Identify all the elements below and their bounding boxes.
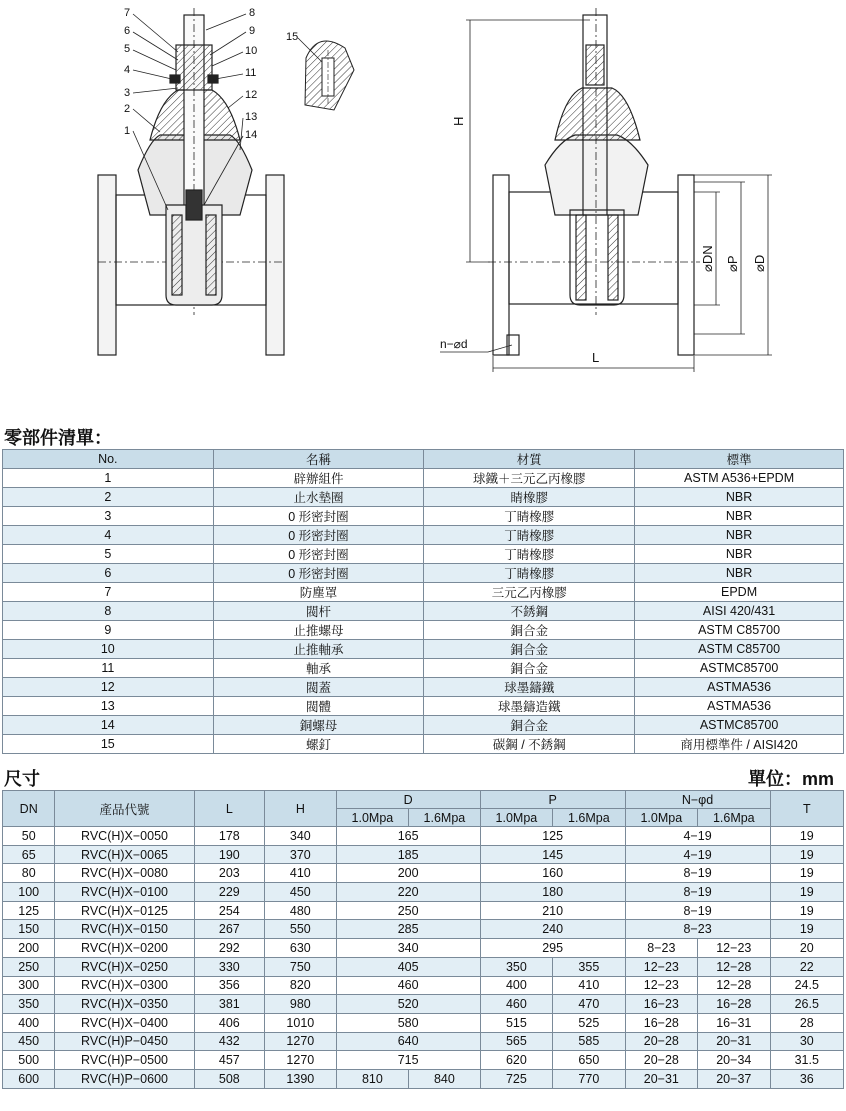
part-material: 丁睛橡膠	[424, 507, 635, 526]
d-cell: 185	[336, 845, 480, 864]
t-cell: 19	[770, 864, 843, 883]
dim-dn-label: ⌀DN	[700, 245, 715, 272]
product-code-cell: RVC(H)X−0125	[55, 901, 194, 920]
callout-5: 5	[124, 43, 131, 55]
header-n-16: 1.6Mpa	[698, 809, 770, 827]
table-row	[3, 827, 844, 846]
part-name: 止水墊圈	[213, 488, 424, 507]
dn-cell: 350	[3, 995, 55, 1014]
part-name: 止推軸承	[213, 640, 424, 659]
n-16-cell: 16−28	[698, 995, 770, 1014]
part-no: 14	[3, 716, 214, 735]
l-cell: 432	[194, 1032, 264, 1051]
table-row	[3, 469, 844, 488]
header-name: 名稱	[213, 450, 424, 469]
outline-view	[488, 8, 700, 355]
n-16-cell: 12−28	[698, 957, 770, 976]
t-cell: 19	[770, 827, 843, 846]
dn-cell: 80	[3, 864, 55, 883]
part-no: 12	[3, 678, 214, 697]
t-cell: 19	[770, 901, 843, 920]
part-no: 6	[3, 564, 214, 583]
l-cell: 330	[194, 957, 264, 976]
header-d-10: 1.0Mpa	[336, 809, 408, 827]
product-code-cell: RVC(H)X−0200	[55, 939, 194, 958]
part-no: 5	[3, 545, 214, 564]
parts-list-title: 零部件清單：	[4, 428, 112, 448]
n-cell: 8−19	[625, 864, 770, 883]
callout-11: 11	[245, 67, 257, 79]
part-no: 9	[3, 621, 214, 640]
table-row	[3, 621, 844, 640]
left-callouts	[124, 7, 130, 137]
right-callouts	[245, 7, 257, 141]
p-10-cell: 350	[480, 957, 552, 976]
dn-cell: 400	[3, 1013, 55, 1032]
part-material: 丁睛橡膠	[424, 564, 635, 583]
h-cell: 750	[264, 957, 336, 976]
callout-6: 6	[124, 25, 131, 37]
d-cell: 285	[336, 920, 480, 939]
part-standard: ASTMA536	[635, 697, 844, 716]
sectional-view	[98, 8, 284, 355]
part-name: 軸承	[213, 659, 424, 678]
n-10-cell: 20−31	[625, 1069, 697, 1088]
callout-7: 7	[124, 7, 131, 19]
h-cell: 1270	[264, 1051, 336, 1070]
d-cell: 580	[336, 1013, 480, 1032]
part-no: 8	[3, 602, 214, 621]
dims-header-row-1	[3, 791, 844, 809]
n-cell: 4−19	[625, 845, 770, 864]
parts-header-row	[3, 450, 844, 469]
p-16-cell: 525	[553, 1013, 625, 1032]
part-standard: ASTM C85700	[635, 621, 844, 640]
n-10-cell: 8−23	[625, 939, 697, 958]
t-cell: 19	[770, 845, 843, 864]
h-cell: 980	[264, 995, 336, 1014]
p-cell: 125	[480, 827, 625, 846]
p-16-cell: 585	[553, 1032, 625, 1051]
header-n-d: N−φd	[625, 791, 770, 809]
p-16-cell: 770	[553, 1069, 625, 1088]
l-cell: 254	[194, 901, 264, 920]
t-cell: 30	[770, 1032, 843, 1051]
header-dn: DN	[3, 791, 55, 827]
d-cell: 340	[336, 939, 480, 958]
h-cell: 1270	[264, 1032, 336, 1051]
product-code-cell: RVC(H)X−0080	[55, 864, 194, 883]
part-standard: EPDM	[635, 583, 844, 602]
l-cell: 406	[194, 1013, 264, 1032]
l-cell: 229	[194, 883, 264, 902]
n-10-cell: 16−28	[625, 1013, 697, 1032]
table-row	[3, 640, 844, 659]
p-16-cell: 410	[553, 976, 625, 995]
n-10-cell: 16−23	[625, 995, 697, 1014]
n-16-cell: 20−31	[698, 1032, 770, 1051]
table-row	[3, 864, 844, 883]
p-10-cell: 725	[480, 1069, 552, 1088]
l-cell: 178	[194, 827, 264, 846]
table-row	[3, 939, 844, 958]
header-product-code: 產品代號	[55, 791, 194, 827]
part-no: 10	[3, 640, 214, 659]
p-10-cell: 515	[480, 1013, 552, 1032]
callout-3: 3	[124, 87, 131, 99]
valve-drawing-svg	[0, 0, 846, 400]
header-p: P	[480, 791, 625, 809]
l-cell: 292	[194, 939, 264, 958]
dimensions-table-body	[3, 827, 844, 1089]
t-cell: 20	[770, 939, 843, 958]
table-row	[3, 1032, 844, 1051]
n-10-cell: 20−28	[625, 1051, 697, 1070]
dn-cell: 200	[3, 939, 55, 958]
part-name: 0 形密封圈	[213, 545, 424, 564]
d-cell: 640	[336, 1032, 480, 1051]
dim-n-label: n−⌀d	[440, 337, 468, 351]
product-code-cell: RVC(H)X−0400	[55, 1013, 194, 1032]
t-cell: 24.5	[770, 976, 843, 995]
dn-cell: 125	[3, 901, 55, 920]
table-row	[3, 678, 844, 697]
n-16-cell: 20−37	[698, 1069, 770, 1088]
part-standard: NBR	[635, 488, 844, 507]
product-code-cell: RVC(H)P−0600	[55, 1069, 194, 1088]
part-material: 銅合金	[424, 659, 635, 678]
part-material: 銅合金	[424, 621, 635, 640]
product-code-cell: RVC(H)X−0065	[55, 845, 194, 864]
callout-13: 13	[245, 111, 258, 123]
product-code-cell: RVC(H)P−0450	[55, 1032, 194, 1051]
product-code-cell: RVC(H)P−0500	[55, 1051, 194, 1070]
dim-p-label: ⌀P	[725, 255, 740, 272]
table-row	[3, 735, 844, 754]
part-standard: ASTMC85700	[635, 716, 844, 735]
callout-2: 2	[124, 103, 131, 115]
n-cell: 4−19	[625, 827, 770, 846]
part-material: 銅合金	[424, 640, 635, 659]
part-name: 閥杆	[213, 602, 424, 621]
t-cell: 26.5	[770, 995, 843, 1014]
dim-l-label: L	[592, 350, 600, 365]
d-10-cell: 810	[336, 1069, 408, 1088]
table-row	[3, 920, 844, 939]
t-cell: 19	[770, 883, 843, 902]
p-10-cell: 565	[480, 1032, 552, 1051]
p-16-cell: 355	[553, 957, 625, 976]
header-p-16: 1.6Mpa	[553, 809, 625, 827]
part-name: 止推螺母	[213, 621, 424, 640]
n-cell: 8−23	[625, 920, 770, 939]
part-name: 防塵罩	[213, 583, 424, 602]
table-row	[3, 995, 844, 1014]
dn-cell: 50	[3, 827, 55, 846]
header-d-16: 1.6Mpa	[409, 809, 481, 827]
table-row	[3, 1069, 844, 1088]
p-10-cell: 400	[480, 976, 552, 995]
part-standard: 商用標準件 / AISI420	[635, 735, 844, 754]
n-cell: 8−19	[625, 883, 770, 902]
h-cell: 1390	[264, 1069, 336, 1088]
d-cell: 520	[336, 995, 480, 1014]
l-cell: 457	[194, 1051, 264, 1070]
callout-12: 12	[245, 89, 258, 101]
dim-h-label: H	[451, 116, 466, 126]
t-cell: 22	[770, 957, 843, 976]
table-row	[3, 976, 844, 995]
h-cell: 630	[264, 939, 336, 958]
table-row	[3, 716, 844, 735]
unit-label: 單位：mm	[747, 769, 834, 789]
d-cell: 715	[336, 1051, 480, 1070]
l-cell: 203	[194, 864, 264, 883]
p-10-cell: 620	[480, 1051, 552, 1070]
callout-14: 14	[245, 129, 258, 141]
header-no: No.	[3, 450, 214, 469]
header-p-10: 1.0Mpa	[480, 809, 552, 827]
part-material: 球墨鑄鐵	[424, 678, 635, 697]
part-name: 0 形密封圈	[213, 526, 424, 545]
p-cell: 210	[480, 901, 625, 920]
part-material: 球鐵＋三元乙丙橡膠	[424, 469, 635, 488]
table-row	[3, 845, 844, 864]
part-material: 不銹鋼	[424, 602, 635, 621]
detail-view-15	[305, 41, 354, 110]
part-standard: NBR	[635, 507, 844, 526]
dn-cell: 150	[3, 920, 55, 939]
product-code-cell: RVC(H)X−0050	[55, 827, 194, 846]
callout-1: 1	[124, 125, 131, 137]
dimensions-title: 尺寸	[4, 769, 40, 789]
n-16-cell: 16−31	[698, 1013, 770, 1032]
d-cell: 405	[336, 957, 480, 976]
part-name: 螺釘	[213, 735, 424, 754]
table-row	[3, 507, 844, 526]
t-cell: 28	[770, 1013, 843, 1032]
h-cell: 1010	[264, 1013, 336, 1032]
l-cell: 356	[194, 976, 264, 995]
dn-cell: 65	[3, 845, 55, 864]
callout-4: 4	[124, 64, 131, 76]
part-standard: ASTM C85700	[635, 640, 844, 659]
table-row	[3, 564, 844, 583]
d-cell: 165	[336, 827, 480, 846]
part-material: 睛橡膠	[424, 488, 635, 507]
h-cell: 450	[264, 883, 336, 902]
dn-cell: 100	[3, 883, 55, 902]
product-code-cell: RVC(H)X−0150	[55, 920, 194, 939]
callout-15: 15	[286, 31, 299, 43]
part-material: 丁睛橡膠	[424, 526, 635, 545]
h-cell: 480	[264, 901, 336, 920]
part-no: 15	[3, 735, 214, 754]
table-row	[3, 526, 844, 545]
t-cell: 36	[770, 1069, 843, 1088]
header-n-10: 1.0Mpa	[625, 809, 697, 827]
n-16-cell: 12−23	[698, 939, 770, 958]
n-16-cell: 20−34	[698, 1051, 770, 1070]
p-cell: 145	[480, 845, 625, 864]
header-material: 材質	[424, 450, 635, 469]
part-no: 1	[3, 469, 214, 488]
parts-table	[2, 449, 844, 754]
part-standard: NBR	[635, 564, 844, 583]
l-cell: 508	[194, 1069, 264, 1088]
p-cell: 180	[480, 883, 625, 902]
n-cell: 8−19	[625, 901, 770, 920]
dn-cell: 500	[3, 1051, 55, 1070]
part-standard: NBR	[635, 526, 844, 545]
d-cell: 250	[336, 901, 480, 920]
part-material: 三元乙丙橡膠	[424, 583, 635, 602]
part-no: 3	[3, 507, 214, 526]
callout-8: 8	[249, 7, 256, 19]
h-cell: 370	[264, 845, 336, 864]
part-no: 13	[3, 697, 214, 716]
part-no: 7	[3, 583, 214, 602]
h-cell: 410	[264, 864, 336, 883]
dn-cell: 300	[3, 976, 55, 995]
t-cell: 19	[770, 920, 843, 939]
part-no: 4	[3, 526, 214, 545]
part-standard: AISI 420/431	[635, 602, 844, 621]
l-cell: 267	[194, 920, 264, 939]
table-row	[3, 1051, 844, 1070]
dimensions-table	[2, 790, 844, 1089]
h-cell: 340	[264, 827, 336, 846]
part-name: 閥蓋	[213, 678, 424, 697]
dn-cell: 600	[3, 1069, 55, 1088]
part-no: 2	[3, 488, 214, 507]
product-code-cell: RVC(H)X−0350	[55, 995, 194, 1014]
header-h: H	[264, 791, 336, 827]
part-standard: ASTMC85700	[635, 659, 844, 678]
product-code-cell: RVC(H)X−0100	[55, 883, 194, 902]
table-row	[3, 583, 844, 602]
n-10-cell: 20−28	[625, 1032, 697, 1051]
part-no: 11	[3, 659, 214, 678]
l-cell: 381	[194, 995, 264, 1014]
table-row	[3, 602, 844, 621]
n-16-cell: 12−28	[698, 976, 770, 995]
part-standard: ASTM A536+EPDM	[635, 469, 844, 488]
header-standard: 標準	[635, 450, 844, 469]
callout-9: 9	[249, 25, 256, 37]
p-cell: 160	[480, 864, 625, 883]
part-name: 閥體	[213, 697, 424, 716]
parts-table-body	[3, 469, 844, 754]
product-code-cell: RVC(H)X−0250	[55, 957, 194, 976]
table-row	[3, 697, 844, 716]
d-cell: 460	[336, 976, 480, 995]
dn-cell: 250	[3, 957, 55, 976]
table-row	[3, 1013, 844, 1032]
p-10-cell: 460	[480, 995, 552, 1014]
n-10-cell: 12−23	[625, 957, 697, 976]
part-material: 球墨鑄造鐵	[424, 697, 635, 716]
table-row	[3, 901, 844, 920]
t-cell: 31.5	[770, 1051, 843, 1070]
product-code-cell: RVC(H)X−0300	[55, 976, 194, 995]
h-cell: 550	[264, 920, 336, 939]
part-name: 辟辦組件	[213, 469, 424, 488]
table-row	[3, 488, 844, 507]
part-material: 碳鋼 / 不銹鋼	[424, 735, 635, 754]
part-name: 0 形密封圈	[213, 564, 424, 583]
table-row	[3, 659, 844, 678]
d-cell: 200	[336, 864, 480, 883]
valve-drawings	[0, 0, 846, 400]
table-row	[3, 957, 844, 976]
part-material: 銅合金	[424, 716, 635, 735]
p-16-cell: 470	[553, 995, 625, 1014]
part-standard: NBR	[635, 545, 844, 564]
d-16-cell: 840	[409, 1069, 481, 1088]
part-name: 0 形密封圈	[213, 507, 424, 526]
header-d: D	[336, 791, 480, 809]
d-cell: 220	[336, 883, 480, 902]
n-10-cell: 12−23	[625, 976, 697, 995]
p-16-cell: 650	[553, 1051, 625, 1070]
header-l: L	[194, 791, 264, 827]
p-cell: 295	[480, 939, 625, 958]
part-material: 丁睛橡膠	[424, 545, 635, 564]
header-t: T	[770, 791, 843, 827]
part-standard: ASTMA536	[635, 678, 844, 697]
table-row	[3, 883, 844, 902]
part-name: 銅螺母	[213, 716, 424, 735]
dn-cell: 450	[3, 1032, 55, 1051]
dim-d-label: ⌀D	[752, 254, 767, 272]
l-cell: 190	[194, 845, 264, 864]
table-row	[3, 545, 844, 564]
p-cell: 240	[480, 920, 625, 939]
h-cell: 820	[264, 976, 336, 995]
callout-10: 10	[245, 45, 258, 57]
